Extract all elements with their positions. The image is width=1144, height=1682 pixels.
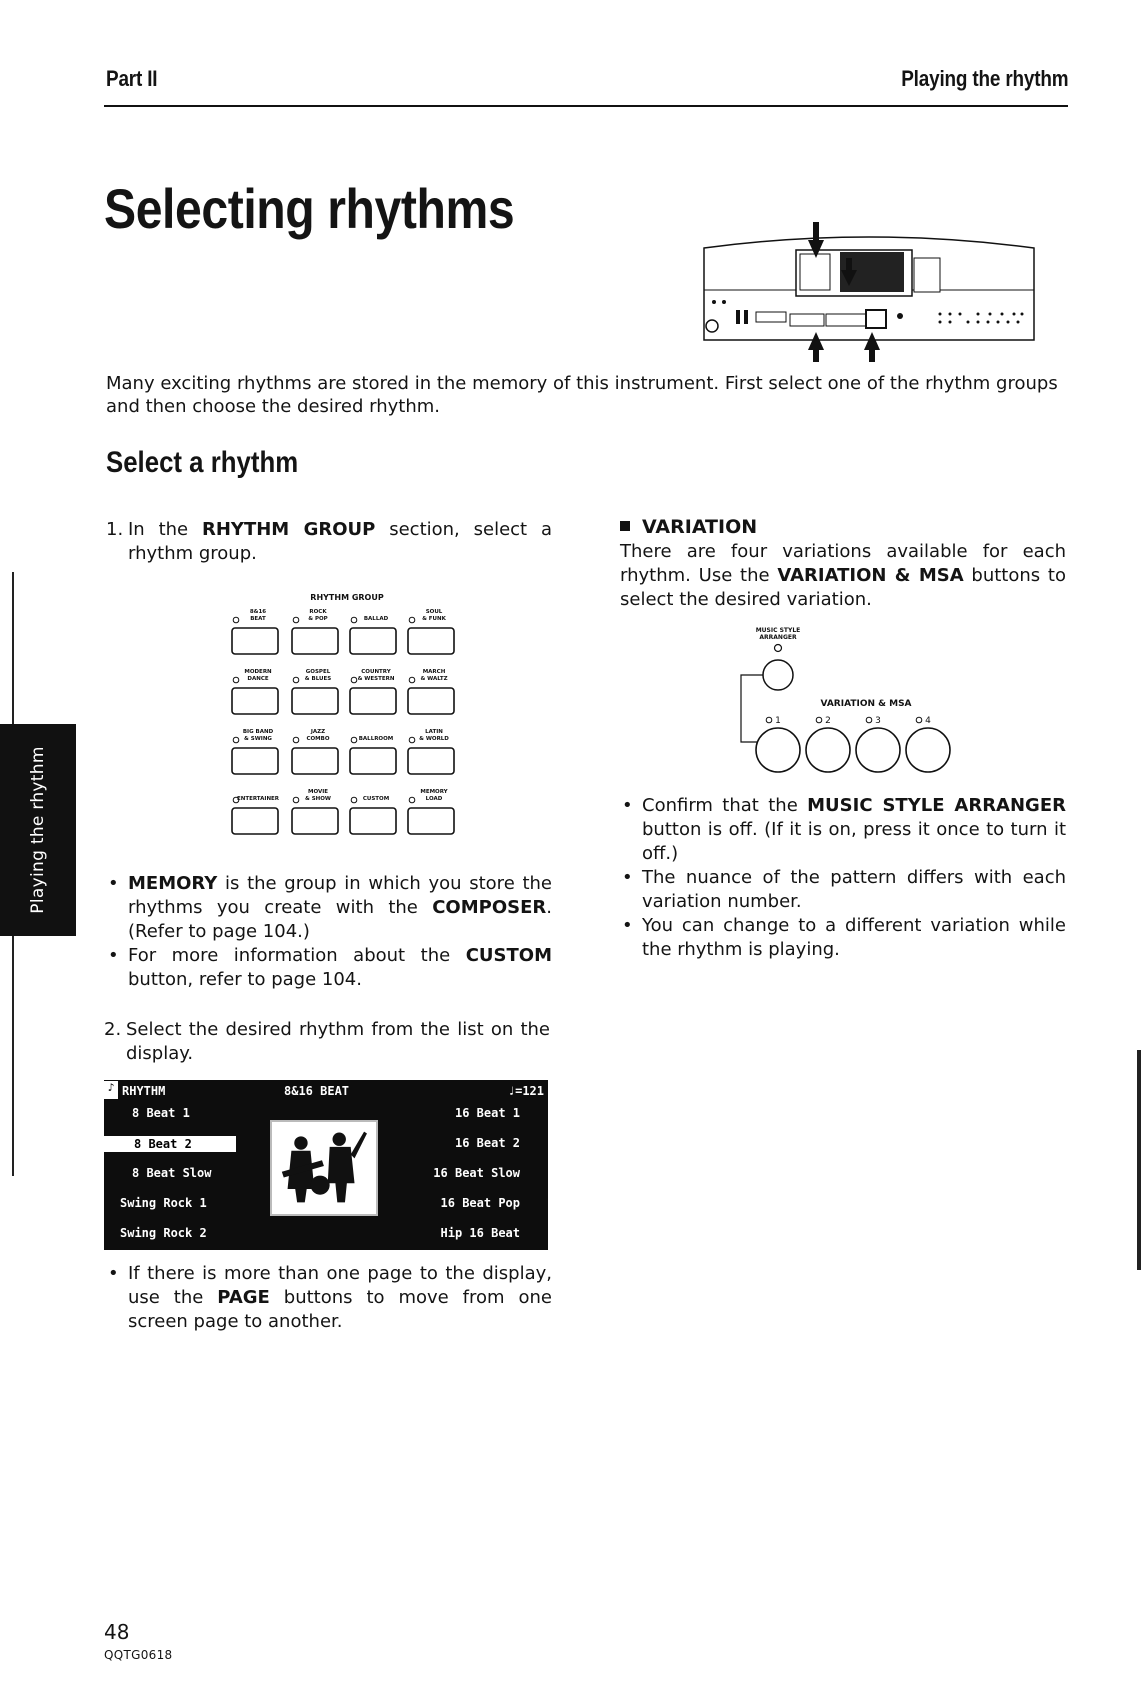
rhythm-group-button[interactable] [292,789,338,834]
led-indicator [233,617,239,623]
rhythm-group-key[interactable] [232,688,278,714]
led-indicator [409,797,415,803]
rhythm-group-label: & FUNK [422,616,446,622]
step-1-number: 1. [106,519,124,540]
side-rule-top [12,572,14,724]
rhythm-group-key[interactable] [292,748,338,774]
msa-label-2: ARRANGER [759,634,797,641]
side-rule-bottom [12,936,14,1176]
lcd-label: RHYTHM [122,1084,166,1098]
rhythm-group-key[interactable] [408,688,454,714]
square-bullet-icon [620,521,630,531]
led-indicator [233,677,239,683]
rhythm-group-button[interactable] [408,729,454,774]
document-code: QQTG0618 [104,1648,173,1662]
note-memory: • MEMORY is the group in which you store the rhythms you create with the COMPOSER. (Refer to page 104.) [106,872,552,944]
section-title: Select a rhythm [106,446,299,479]
variation-paragraph: There are four variations available for each rhythm. Use the VARIATION & MSA buttons to select the desired variation. [620,541,1067,610]
step-1 [106,518,552,566]
rhythm-group-label: BALLROOM [358,736,394,742]
led-indicator [409,617,415,623]
rhythm-item[interactable]: 16 Beat Pop [440,1196,520,1210]
variation-button-4[interactable] [906,728,950,772]
rhythm-group-button[interactable] [408,669,454,714]
rhythm-group-label: & SHOW [304,796,332,802]
note-msa-off: • Confirm that the MUSIC STYLE ARRANGER button is off. (If it is on, press it once to turn it off.) [620,794,1066,866]
rhythm-item[interactable]: Swing Rock 2 [120,1226,207,1240]
rhythm-group-label: BIG BAND [242,729,274,735]
variation-label: VARIATION & MSA [820,699,912,709]
rhythm-group-title: RHYTHM GROUP [310,593,384,602]
variation-led [766,717,772,723]
rhythm-group-key[interactable] [232,808,278,834]
rhythm-group-key[interactable] [232,748,278,774]
led-indicator [293,737,299,743]
header-part: Part II [106,66,158,91]
note-page: • If there is more than one page to the display, use the PAGE buttons to move from one screen page to another. [106,1262,552,1334]
rhythm-group-key[interactable] [292,808,338,834]
rhythm-group-key[interactable] [350,808,396,834]
msa-button [763,660,793,690]
rhythm-group-label: & WESTERN [357,676,395,682]
rhythm-group-label: JAZZ [310,729,326,735]
rhythm-group-label: COMBO [306,736,330,742]
rhythm-group-label: ROCK [309,609,327,615]
rhythm-group-diagram [222,590,472,840]
rhythm-group-label: CUSTOM [362,796,390,802]
variation-led [866,717,872,723]
rhythm-group-label: LATIN [425,729,443,735]
memory-notes [106,872,552,992]
variation-msa-diagram [736,624,976,780]
rhythm-group-key[interactable] [292,688,338,714]
rhythm-group-key[interactable] [350,628,396,654]
rhythm-item[interactable]: 16 Beat 1 [454,1106,520,1120]
rhythm-group-key[interactable] [350,748,396,774]
led-indicator [293,797,299,803]
rhythm-group-key[interactable] [292,628,338,654]
header-chapter: Playing the rhythm [900,66,1068,91]
rhythm-group-button[interactable] [292,609,338,654]
variation-number: 2 [825,716,831,726]
step-1-text-b: section, select a rhythm group. [128,519,553,564]
rhythm-group-label: & WALTZ [420,676,448,682]
rhythm-group-button[interactable] [350,736,396,774]
keyboard-panel-diagram [700,218,1038,364]
rhythm-group-key[interactable] [350,688,396,714]
step-2-number: 2. [104,1019,122,1040]
led-indicator [409,677,415,683]
variation-number: 1 [775,716,781,726]
rhythm-group-label: MEMORY [420,789,448,795]
rhythm-group-label: BEAT [250,616,266,622]
rhythm-group-label: & WORLD [419,736,449,742]
variation-heading: VARIATION [620,516,757,538]
rhythm-group-button[interactable] [350,616,396,654]
lcd-tempo: ♩=121 [507,1084,544,1098]
note-nuance: • The nuance of the pattern differs with each variation number. [620,866,1066,914]
rhythm-display [104,1080,548,1250]
rhythm-group-key[interactable] [408,748,454,774]
step-1-bold: RHYTHM GROUP [201,519,376,540]
rhythm-group-button[interactable] [292,729,338,774]
rhythm-group-label: MOVIE [307,789,329,795]
rhythm-group-button[interactable] [232,729,278,774]
variation-button-3[interactable] [856,728,900,772]
variation-number: 4 [925,716,931,726]
rhythm-group-label: BALLAD [363,616,389,622]
rhythm-group-button[interactable] [292,669,338,714]
variation-led [916,717,922,723]
note-custom: • For more information about the CUSTOM button, refer to page 104. [106,944,552,992]
variation-button-1[interactable] [756,728,800,772]
rhythm-group-label: & SWING [244,736,272,742]
rhythm-group-label: DANCE [247,676,269,682]
page-number: 48 [104,1620,130,1644]
rhythm-group-label: ENTERTAINER [236,796,280,802]
side-tab-label: Playing the rhythm [28,746,48,914]
variation-notes [620,794,1066,962]
rhythm-group-label: GOSPEL [305,669,331,675]
rhythm-icon: ♪ [104,1081,118,1099]
page-buttons-note [106,1262,552,1334]
rhythm-group-key[interactable] [232,628,278,654]
msa-indicator [775,645,782,652]
step-2-text: Select the desired rhythm from the list on the display. [126,1019,550,1064]
rhythm-item[interactable]: 8 Beat 1 [132,1106,190,1120]
page-title: Selecting rhythms [104,177,515,240]
right-edge-mark [1137,1050,1141,1270]
lcd-group: 8&16 BEAT [284,1084,350,1098]
rhythm-group-button[interactable] [408,789,454,834]
rhythm-group-button[interactable] [232,609,278,654]
note-change-while-playing: • You can change to a different variation while the rhythm is playing. [620,914,1066,962]
rhythm-group-label: SOUL [425,609,443,615]
variation-led [816,717,822,723]
rhythm-group-label: & BLUES [304,676,332,682]
led-indicator [409,737,415,743]
rhythm-group-label: MODERN [244,669,272,675]
rhythm-item[interactable]: 16 Beat 2 [454,1136,520,1150]
rhythm-group-button[interactable] [232,669,278,714]
led-indicator [293,617,299,623]
rhythm-item[interactable]: 8 Beat Slow [132,1166,212,1180]
rhythm-group-button[interactable] [232,796,280,834]
rhythm-group-label: MARCH [422,669,446,675]
led-indicator [293,677,299,683]
rhythm-group-key[interactable] [408,808,454,834]
led-indicator [233,737,239,743]
rhythm-item[interactable]: 16 Beat Slow [433,1166,520,1180]
rhythm-group-button[interactable] [350,796,396,834]
chapter-side-tab [0,724,76,936]
step-1-text-a: In the [128,519,202,540]
rhythm-group-label: COUNTRY [361,669,391,675]
rhythm-group-key[interactable] [408,628,454,654]
rhythm-group-label: 8&16 [249,609,267,615]
rhythm-group-button[interactable] [350,669,396,714]
led-indicator [351,617,357,623]
led-indicator [351,797,357,803]
variation-number: 3 [875,716,881,726]
rhythm-item[interactable]: Hip 16 Beat [440,1226,520,1240]
rhythm-item[interactable]: Swing Rock 1 [120,1196,207,1210]
rhythm-item-selected[interactable]: 8 Beat 2 [104,1136,236,1152]
variation-button-2[interactable] [806,728,850,772]
led-indicator [351,737,357,743]
step-2 [104,1018,550,1066]
rhythm-group-button[interactable] [408,609,454,654]
intro-paragraph: Many exciting rhythms are stored in the memory of this instrument. First select one of the rhythm groups and then choose the desired rhythm. [106,373,1058,417]
header-rule [104,105,1068,107]
rhythm-photo [270,1120,378,1216]
rhythm-group-label: LOAD [425,796,443,802]
rhythm-group-label: & POP [308,616,328,622]
led-indicator [351,677,357,683]
msa-label-1: MUSIC STYLE [755,627,801,634]
